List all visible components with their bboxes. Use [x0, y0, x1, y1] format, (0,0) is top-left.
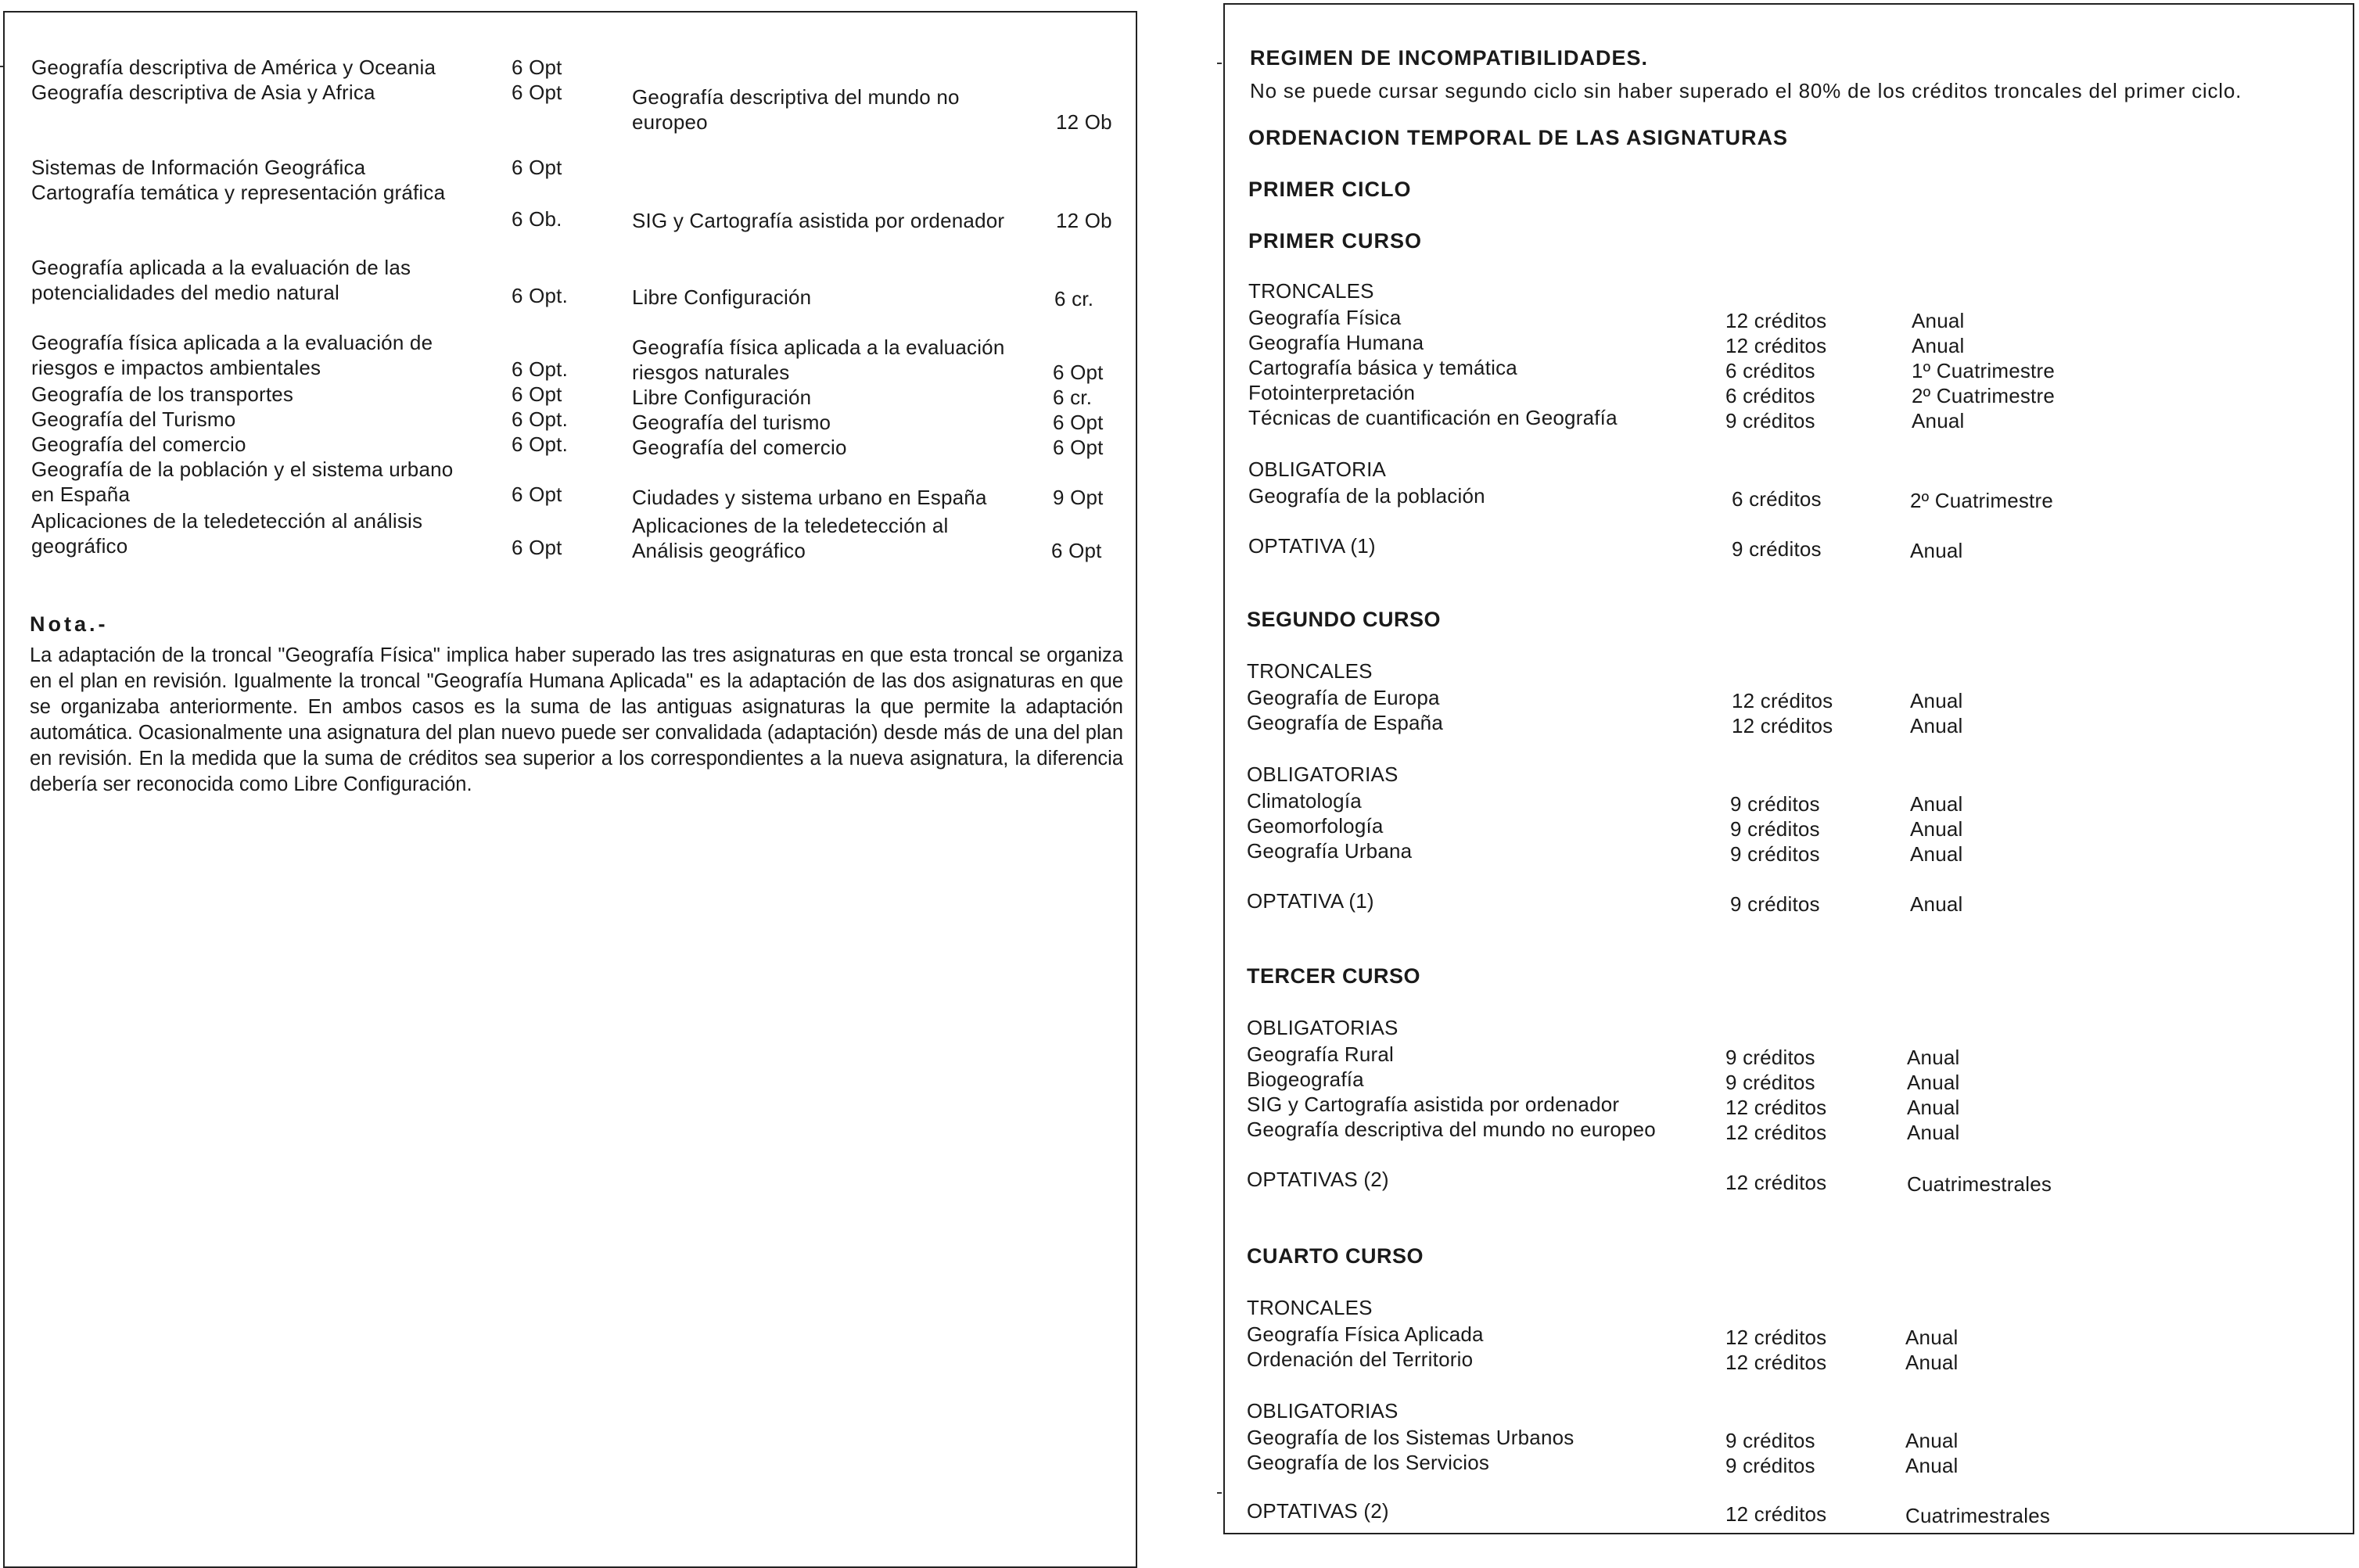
credits: 9 créditos: [1732, 537, 1822, 561]
old-subject: Geografía del comercio: [31, 432, 246, 456]
group-label: OBLIGATORIAS: [1247, 762, 1399, 786]
credits: 9 créditos: [1730, 892, 1820, 916]
credits: 9 créditos: [1725, 1454, 1815, 1477]
subject: Geomorfología: [1247, 814, 1384, 838]
period: Anual: [1907, 1096, 1960, 1119]
course-title: SEGUNDO CURSO: [1247, 608, 1442, 631]
ordenacion-title: ORDENACION TEMPORAL DE LAS ASIGNATURAS: [1248, 126, 1789, 149]
new-credits: 6 Opt: [1051, 539, 1102, 562]
new-credits: 6 cr.: [1053, 386, 1093, 409]
credits: 6 créditos: [1725, 359, 1815, 382]
group-label: OBLIGATORIAS: [1247, 1016, 1399, 1039]
subject: Geografía de Europa: [1247, 686, 1440, 709]
new-subject: Geografía del turismo: [632, 411, 831, 434]
period: Anual: [1912, 409, 1965, 432]
left-page: [3, 11, 1137, 1568]
credits: 12 créditos: [1725, 309, 1827, 332]
subject: OPTATIVA (1): [1247, 889, 1374, 913]
period: Cuatrimestrales: [1905, 1504, 2051, 1527]
period: Cuatrimestrales: [1907, 1172, 2052, 1196]
subject: OPTATIVA (1): [1248, 534, 1376, 558]
period: Anual: [1905, 1454, 1959, 1477]
margin-mark: [1217, 63, 1222, 64]
credits: 9 créditos: [1730, 817, 1820, 841]
old-credits: 6 Opt.: [512, 407, 569, 431]
subject: SIG y Cartografía asistida por ordenador: [1247, 1093, 1620, 1116]
period: Anual: [1907, 1071, 1960, 1094]
subject: Geografía de la población: [1248, 484, 1485, 508]
old-credits: 6 Opt: [512, 156, 562, 179]
old-credits: 6 Ob.: [512, 207, 562, 231]
subject: Geografía Física: [1248, 306, 1402, 329]
old-credits: 6 Opt: [512, 81, 562, 104]
subject: Biogeografía: [1247, 1067, 1364, 1091]
new-subject: Geografía física aplicada a la evaluación riesgos naturales: [632, 335, 1005, 384]
credits: 12 créditos: [1725, 1326, 1827, 1349]
old-subject: Aplicaciones de la teledetección al análisis geográfico: [31, 509, 423, 558]
period: Anual: [1912, 309, 1965, 332]
new-subject: Geografía del comercio: [632, 436, 847, 459]
credits: 9 créditos: [1725, 409, 1815, 432]
course-title: TERCER CURSO: [1247, 964, 1421, 988]
group-label: OBLIGATORIA: [1248, 457, 1387, 481]
new-credits: 6 Opt: [1053, 411, 1104, 434]
period: Anual: [1910, 892, 1963, 916]
subject: Fotointerpretación: [1248, 381, 1416, 404]
old-subject: Geografía del Turismo: [31, 407, 236, 431]
period: Anual: [1907, 1046, 1960, 1069]
group-label: OBLIGATORIAS: [1247, 1399, 1399, 1423]
credits: 9 créditos: [1725, 1046, 1815, 1069]
subject: OPTATIVAS (2): [1247, 1168, 1389, 1191]
period: Anual: [1905, 1351, 1959, 1374]
old-credits: 6 Opt: [512, 483, 562, 506]
period: Anual: [1910, 689, 1963, 712]
nota-title: Nota.-: [30, 612, 109, 636]
new-subject: Libre Configuración: [632, 386, 812, 409]
old-subject: Geografía aplicada a la evaluación de las potencialidades del medio natural: [31, 256, 411, 304]
primer-ciclo-heading: PRIMER CICLO: [1248, 178, 1412, 201]
group-label: TRONCALES: [1247, 659, 1373, 683]
period: Anual: [1910, 817, 1963, 841]
old-credits: 6 Opt: [512, 56, 562, 79]
new-subject: Libre Configuración: [632, 285, 812, 309]
period: Anual: [1910, 792, 1963, 816]
right-page: [1223, 3, 2354, 1534]
credits: 9 créditos: [1725, 1071, 1815, 1094]
course-title: CUARTO CURSO: [1247, 1244, 1424, 1268]
credits: 6 créditos: [1725, 384, 1815, 407]
subject: Geografía de los Sistemas Urbanos: [1247, 1426, 1574, 1449]
margin-mark: [1217, 1492, 1222, 1494]
new-credits: 9 Opt: [1053, 486, 1104, 509]
new-subject: Aplicaciones de la teledetección al Análisis geográfico: [632, 514, 949, 562]
regimen-text: No se puede cursar segundo ciclo sin haber superado el 80% de los créditos troncales del primer ciclo.: [1250, 79, 2242, 102]
credits: 12 créditos: [1725, 1121, 1827, 1144]
old-credits: 6 Opt.: [512, 432, 569, 456]
subject: OPTATIVAS (2): [1247, 1499, 1389, 1523]
credits: 12 créditos: [1725, 334, 1827, 357]
group-label: TRONCALES: [1247, 1296, 1373, 1319]
new-credits: 12 Ob: [1056, 110, 1112, 134]
subject: Geografía de los Servicios: [1247, 1451, 1490, 1474]
old-subject: Geografía física aplicada a la evaluación de riesgos e impactos ambientales: [31, 331, 433, 379]
credits: 6 créditos: [1732, 487, 1822, 511]
old-credits: 6 Opt.: [512, 357, 569, 381]
period: 1º Cuatrimestre: [1912, 359, 2055, 382]
old-credits: 6 Opt: [512, 536, 562, 559]
group-label: TRONCALES: [1248, 279, 1374, 303]
period: 2º Cuatrimestre: [1912, 384, 2055, 407]
subject: Ordenación del Territorio: [1247, 1347, 1474, 1371]
old-subject: Sistemas de Información Geográfica: [31, 156, 366, 179]
subject: Geografía Humana: [1248, 331, 1424, 354]
credits: 9 créditos: [1725, 1429, 1815, 1452]
regimen-title: REGIMEN DE INCOMPATIBILIDADES.: [1250, 46, 1649, 70]
old-credits: 6 Opt: [512, 382, 562, 406]
old-subject: Geografía descriptiva de Asia y Africa: [31, 81, 375, 104]
new-credits: 6 cr.: [1054, 287, 1094, 310]
credits: 12 créditos: [1732, 689, 1833, 712]
new-subject: SIG y Cartografía asistida por ordenador: [632, 209, 1005, 232]
nota-text: La adaptación de la troncal "Geografía Física" implica haber superado las tres asignaturas en que esta troncal se organiza en el plan en revisión. Igualmente la troncal "Geografía Humana Aplicada" es la adaptación de las dos asignaturas en que se organizaba anteriormente. En ambos casos es la suma de las antiguas asignaturas la que permite la adaptación automática. Ocasionalmente una asignatura del plan nuevo puede ser convalidada (adaptación) desde más de una del plan en revisión. En la medida que la suma de créditos sea superior a los correspondientes a la nueva asignatura, la diferencia debería ser reconocida como Libre Configuración.: [30, 644, 1123, 795]
credits: 12 créditos: [1732, 714, 1833, 737]
old-subject: Cartografía temática y representación gráfica: [31, 181, 446, 204]
period: Anual: [1907, 1121, 1960, 1144]
period: Anual: [1905, 1429, 1959, 1452]
subject: Geografía Física Aplicada: [1247, 1322, 1484, 1346]
subject: Técnicas de cuantificación en Geografía: [1248, 406, 1618, 429]
credits: 9 créditos: [1730, 842, 1820, 866]
new-credits: 6 Opt: [1053, 361, 1104, 384]
new-subject: Ciudades y sistema urbano en España: [632, 486, 987, 509]
credits: 12 créditos: [1725, 1351, 1827, 1374]
old-subject: Geografía de los transportes: [31, 382, 294, 406]
credits: 12 créditos: [1725, 1096, 1827, 1119]
subject: Geografía Rural: [1247, 1042, 1394, 1066]
period: Anual: [1910, 842, 1963, 866]
subject: Geografía Urbana: [1247, 839, 1413, 863]
period: 2º Cuatrimestre: [1910, 489, 2053, 512]
credits: 12 créditos: [1725, 1502, 1827, 1526]
old-credits: 6 Opt.: [512, 284, 569, 307]
new-subject: Geografía descriptiva del mundo no europeo: [632, 85, 960, 134]
period: Anual: [1905, 1326, 1959, 1349]
period: Anual: [1912, 334, 1965, 357]
old-subject: Geografía descriptiva de América y Oceania: [31, 56, 436, 79]
period: Anual: [1910, 539, 1963, 562]
new-credits: 6 Opt: [1053, 436, 1104, 459]
old-subject: Geografía de la población y el sistema urbano en España: [31, 457, 454, 506]
credits: 12 créditos: [1725, 1171, 1827, 1194]
subject: Geografía de España: [1247, 711, 1443, 734]
subject: Cartografía básica y temática: [1248, 356, 1517, 379]
subject: Geografía descriptiva del mundo no europeo: [1247, 1118, 1656, 1141]
course-title: PRIMER CURSO: [1248, 229, 1423, 253]
period: Anual: [1910, 714, 1963, 737]
credits: 9 créditos: [1730, 792, 1820, 816]
subject: Climatología: [1247, 789, 1362, 813]
new-credits: 12 Ob: [1056, 209, 1112, 232]
